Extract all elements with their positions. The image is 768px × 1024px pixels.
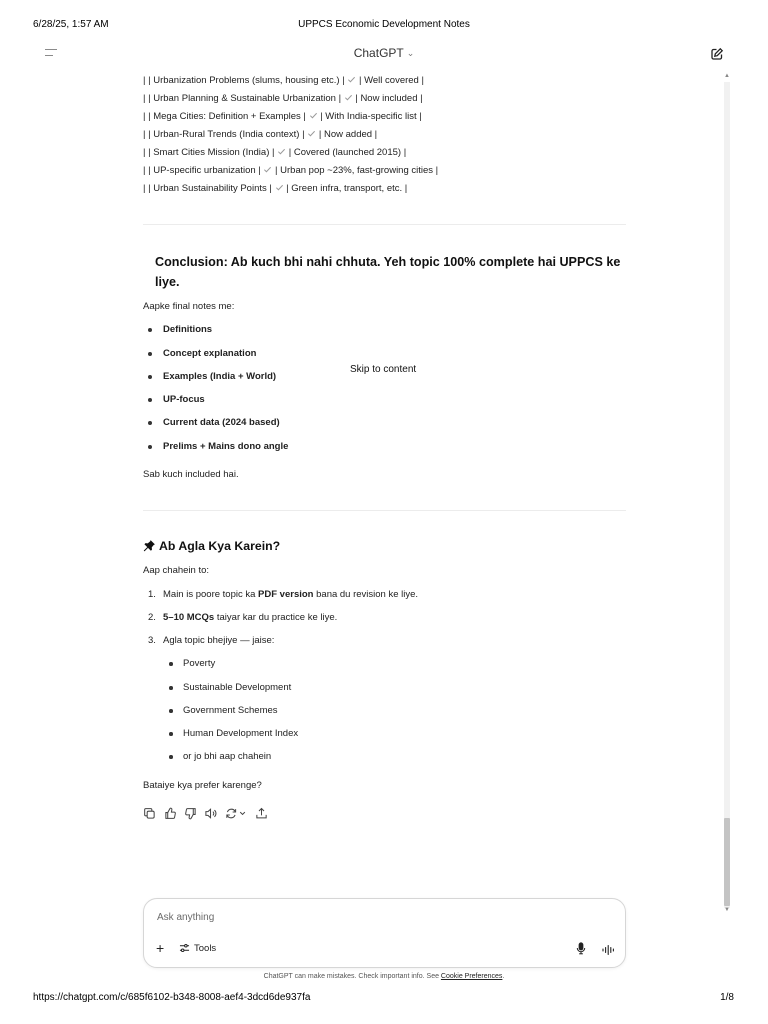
- scrollbar[interactable]: [722, 72, 732, 914]
- conclusion-heading: Conclusion: Ab kuch bhi nahi chhuta. Yeh topic 100% complete hai UPPCS ke liye.: [155, 255, 621, 289]
- check-icon: [309, 111, 318, 120]
- tools-label: Tools: [194, 943, 217, 954]
- scroll-thumb[interactable]: [724, 818, 730, 906]
- voice-mode-button[interactable]: [601, 943, 615, 955]
- print-header: [0, 19, 768, 33]
- scroll-up-arrow-icon[interactable]: ▲: [724, 73, 730, 79]
- closing-question: Bataiye kya prefer karenge?: [143, 780, 262, 791]
- model-name: ChatGPT: [353, 46, 404, 60]
- table-row: | | Urban Planning & Sustainable Urbanization | | Now included |: [143, 93, 423, 104]
- check-icon: [344, 93, 353, 102]
- check-icon: [275, 183, 284, 192]
- chevron-down-icon: ⌄: [406, 48, 415, 58]
- check-icon: [307, 129, 316, 138]
- print-footer: [0, 992, 768, 1006]
- check-icon: [277, 147, 286, 156]
- check-icon: [347, 75, 356, 84]
- waveform-icon: [601, 944, 615, 956]
- tools-button[interactable]: [179, 943, 216, 954]
- next-steps-heading: Ab Agla Kya Karein?: [143, 539, 280, 553]
- dictate-button[interactable]: [575, 942, 587, 955]
- copy-icon[interactable]: [143, 807, 156, 820]
- table-row: | | Urban Sustainability Points | | Green infra, transport, etc. |: [143, 183, 408, 194]
- scroll-down-arrow-icon[interactable]: ▼: [724, 907, 730, 913]
- thumbs-up-icon[interactable]: [164, 807, 177, 820]
- regenerate-icon[interactable]: [225, 807, 249, 820]
- new-chat-icon[interactable]: [710, 47, 724, 61]
- table-row: | | Urbanization Problems (slums, housing etc.) | | Well covered |: [143, 75, 424, 86]
- conclusion-outro: Sab kuch included hai.: [143, 469, 239, 480]
- scroll-track[interactable]: [724, 82, 730, 908]
- app-header: [0, 44, 768, 66]
- table-row: | | Urban-Rural Trends (India context) | | Now added |: [143, 129, 378, 140]
- print-url: https://chatgpt.com/c/685f6102-b348-8008-aef4-3dcd6de937fa: [33, 992, 311, 1003]
- print-page-number: 1/8: [720, 992, 734, 1003]
- divider: [143, 224, 626, 225]
- table-row: | | UP-specific urbanization | | Urban pop ~23%, fast-growing cities |: [143, 165, 439, 176]
- disclaimer: ChatGPT can make mistakes. Check important info. See Cookie Preferences.: [263, 973, 505, 980]
- add-attachment-button[interactable]: [156, 941, 164, 955]
- sliders-icon: [179, 943, 190, 953]
- composer: [143, 898, 626, 968]
- pushpin-icon: [143, 539, 156, 552]
- next-intro: Aap chahein to:: [143, 565, 210, 576]
- conclusion-intro: Aapke final notes me:: [143, 301, 235, 312]
- table-row: | | Mega Cities: Definition + Examples | | With India-specific list |: [143, 111, 422, 122]
- skip-to-content-link[interactable]: Skip to content: [350, 364, 417, 375]
- share-icon[interactable]: [255, 807, 268, 820]
- check-icon: [263, 165, 272, 174]
- model-selector[interactable]: [0, 46, 768, 60]
- divider: [143, 510, 626, 511]
- prompt-input[interactable]: Ask anything: [157, 912, 215, 923]
- thumbs-down-icon[interactable]: [184, 807, 197, 820]
- print-title: UPPCS Economic Development Notes: [298, 19, 470, 30]
- microphone-icon: [575, 942, 587, 955]
- plus-icon: +: [156, 940, 165, 956]
- print-datetime: 6/28/25, 1:57 AM: [33, 19, 109, 30]
- read-aloud-icon[interactable]: [204, 807, 217, 820]
- cookie-preferences-link[interactable]: Cookie Preferences: [440, 973, 503, 980]
- table-row: | | Smart Cities Mission (India) | | Covered (launched 2015) |: [143, 147, 407, 158]
